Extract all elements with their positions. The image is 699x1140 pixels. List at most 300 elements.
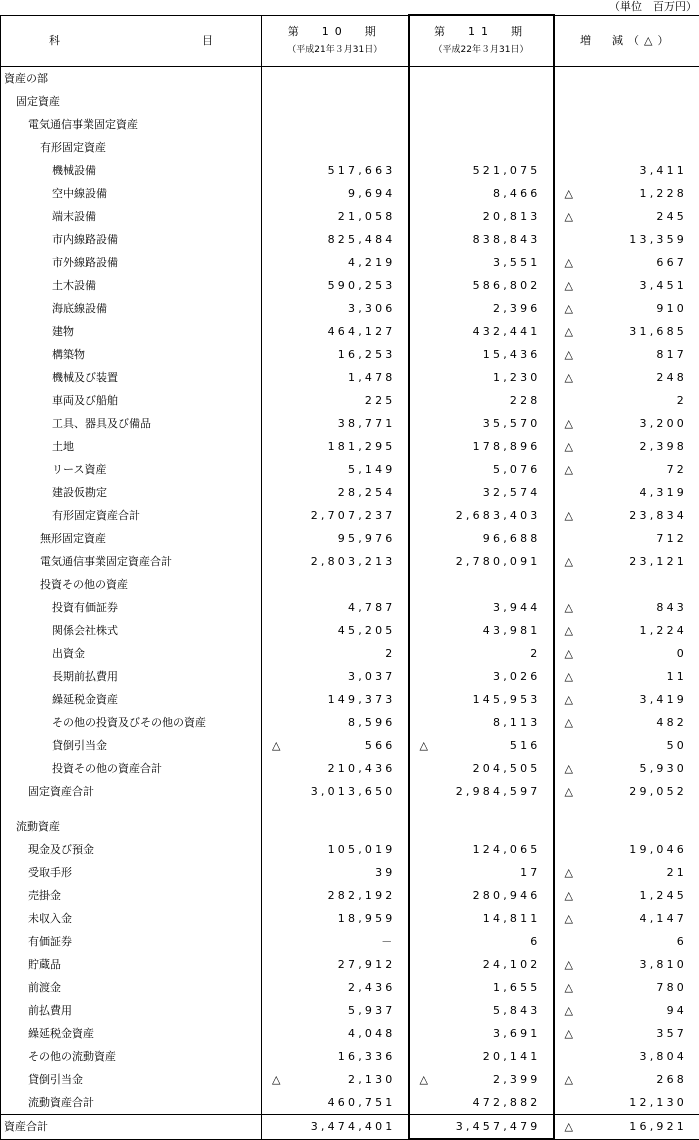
p11-amount bbox=[410, 343, 553, 366]
item-label: 市外線路設備 bbox=[1, 251, 261, 274]
item-cell bbox=[1, 251, 262, 274]
p10-value: 9,694 bbox=[348, 182, 396, 205]
diff-cell bbox=[554, 274, 699, 297]
p11-value: 516 bbox=[510, 734, 541, 757]
spacer-cell bbox=[409, 803, 554, 815]
p11-amount bbox=[410, 734, 553, 757]
p11-amount bbox=[410, 688, 553, 711]
p11-amount bbox=[410, 1068, 553, 1091]
p11-cell bbox=[409, 665, 554, 688]
spacer-row bbox=[1, 803, 699, 815]
table-row bbox=[1, 205, 699, 228]
diff-value: 3,419 bbox=[640, 688, 688, 711]
diff-cell bbox=[554, 1022, 699, 1045]
p11-cell bbox=[409, 504, 554, 527]
p10-cell bbox=[262, 504, 409, 527]
diff-cell bbox=[554, 343, 699, 366]
p11-value: 20,141 bbox=[483, 1045, 541, 1068]
p11-value: 8,466 bbox=[493, 182, 541, 205]
diff-amount bbox=[555, 1045, 699, 1068]
diff-cell bbox=[554, 435, 699, 458]
item-label: 流動資産合計 bbox=[1, 1091, 261, 1114]
header-period11-title: 第 11 期 bbox=[410, 23, 553, 41]
p10-value: 28,254 bbox=[338, 481, 396, 504]
item-label: 投資その他の資産合計 bbox=[1, 757, 261, 780]
diff-amount bbox=[555, 884, 699, 907]
p11-amount bbox=[410, 838, 553, 861]
p11-cell bbox=[409, 435, 554, 458]
diff-cell bbox=[554, 504, 699, 527]
p10-amount bbox=[262, 550, 408, 573]
p10-cell bbox=[262, 838, 409, 861]
item-label: 建物 bbox=[1, 320, 261, 343]
diff-amount bbox=[555, 366, 699, 389]
diff-cell bbox=[554, 711, 699, 734]
item-cell bbox=[1, 320, 262, 343]
p10-amount bbox=[262, 1091, 408, 1114]
negative-mark-icon: △ bbox=[565, 274, 573, 297]
item-cell bbox=[1, 159, 262, 182]
spacer-cell bbox=[262, 803, 409, 815]
p10-cell bbox=[262, 343, 409, 366]
p10-amount bbox=[262, 1022, 408, 1045]
p10-value: 95,976 bbox=[338, 527, 396, 550]
p11-amount bbox=[410, 205, 553, 228]
table-row bbox=[1, 228, 699, 251]
item-label: 工具、器具及び備品 bbox=[1, 412, 261, 435]
p11-value: 8,113 bbox=[493, 711, 541, 734]
diff-amount bbox=[555, 67, 699, 90]
p10-value: 464,127 bbox=[328, 320, 396, 343]
p11-value: 432,441 bbox=[473, 320, 541, 343]
negative-mark-icon: △ bbox=[565, 297, 573, 320]
p11-cell bbox=[409, 550, 554, 573]
item-cell bbox=[1, 90, 262, 113]
p11-cell bbox=[409, 274, 554, 297]
negative-mark-icon: △ bbox=[565, 366, 573, 389]
p11-cell bbox=[409, 67, 554, 91]
item-label: 有形固定資産合計 bbox=[1, 504, 261, 527]
diff-value: 843 bbox=[656, 596, 687, 619]
p11-amount bbox=[410, 999, 553, 1022]
diff-amount bbox=[555, 504, 699, 527]
table-row bbox=[1, 711, 699, 734]
table-row bbox=[1, 458, 699, 481]
diff-value: 1,224 bbox=[640, 619, 688, 642]
item-cell bbox=[1, 1068, 262, 1091]
p11-cell bbox=[409, 182, 554, 205]
diff-cell bbox=[554, 481, 699, 504]
item-cell bbox=[1, 1091, 262, 1115]
p10-amount bbox=[262, 1115, 408, 1138]
header-period10-cell bbox=[262, 15, 409, 67]
table-row bbox=[1, 953, 699, 976]
diff-amount bbox=[555, 159, 699, 182]
p11-amount bbox=[410, 389, 553, 412]
p11-cell bbox=[409, 1068, 554, 1091]
diff-cell bbox=[554, 251, 699, 274]
item-label: 機械及び装置 bbox=[1, 366, 261, 389]
header-period11-cell bbox=[409, 15, 554, 67]
diff-cell bbox=[554, 1091, 699, 1115]
p11-amount bbox=[410, 619, 553, 642]
table-row bbox=[1, 527, 699, 550]
diff-cell bbox=[554, 1115, 699, 1140]
p11-amount bbox=[410, 228, 553, 251]
p10-value: 225 bbox=[365, 389, 396, 412]
p10-value: 460,751 bbox=[328, 1091, 396, 1114]
negative-mark-icon: △ bbox=[272, 734, 280, 757]
p11-amount bbox=[410, 297, 553, 320]
p11-amount bbox=[410, 1045, 553, 1068]
diff-amount bbox=[555, 389, 699, 412]
diff-value: 667 bbox=[656, 251, 687, 274]
negative-mark-icon: △ bbox=[565, 205, 573, 228]
diff-cell bbox=[554, 861, 699, 884]
item-label: 無形固定資産 bbox=[1, 527, 261, 550]
diff-amount bbox=[555, 1115, 699, 1138]
diff-cell bbox=[554, 136, 699, 159]
spacer-cell bbox=[554, 803, 699, 815]
header-diff-cell bbox=[554, 15, 699, 67]
p11-amount bbox=[410, 136, 553, 159]
diff-amount bbox=[555, 550, 699, 573]
item-label: その他の流動資産 bbox=[1, 1045, 261, 1068]
diff-value: 3,810 bbox=[640, 953, 688, 976]
negative-mark-icon: △ bbox=[565, 999, 573, 1022]
diff-value: 4,147 bbox=[640, 907, 688, 930]
diff-amount bbox=[555, 343, 699, 366]
diff-amount bbox=[555, 999, 699, 1022]
diff-value: 1,228 bbox=[640, 182, 688, 205]
p10-amount bbox=[262, 320, 408, 343]
p11-cell bbox=[409, 1022, 554, 1045]
p10-value: 210,436 bbox=[328, 757, 396, 780]
diff-cell bbox=[554, 113, 699, 136]
p10-amount bbox=[262, 136, 408, 159]
table-row bbox=[1, 1045, 699, 1068]
negative-mark-icon: △ bbox=[565, 1068, 573, 1091]
negative-mark-icon: △ bbox=[565, 458, 573, 481]
table-row bbox=[1, 412, 699, 435]
p10-amount bbox=[262, 861, 408, 884]
diff-cell bbox=[554, 458, 699, 481]
item-label: 構築物 bbox=[1, 343, 261, 366]
p10-value: 566 bbox=[365, 734, 396, 757]
table-header-row bbox=[1, 15, 699, 67]
p11-value: 15,436 bbox=[483, 343, 541, 366]
item-cell bbox=[1, 1115, 262, 1140]
p10-value: 39 bbox=[375, 861, 395, 884]
p11-amount bbox=[410, 757, 553, 780]
p11-amount bbox=[410, 527, 553, 550]
p10-cell bbox=[262, 481, 409, 504]
p11-amount bbox=[410, 67, 553, 90]
diff-amount bbox=[555, 274, 699, 297]
item-label: 建設仮勘定 bbox=[1, 481, 261, 504]
diff-cell bbox=[554, 412, 699, 435]
p10-cell bbox=[262, 757, 409, 780]
p10-value: 3,306 bbox=[348, 297, 396, 320]
p10-cell bbox=[262, 366, 409, 389]
p10-value: 5,937 bbox=[348, 999, 396, 1022]
item-label: 電気通信事業固定資産合計 bbox=[1, 550, 261, 573]
table-row bbox=[1, 619, 699, 642]
p11-value: 2,683,403 bbox=[456, 504, 541, 527]
p10-amount bbox=[262, 251, 408, 274]
table-row bbox=[1, 907, 699, 930]
diff-cell bbox=[554, 976, 699, 999]
p10-amount bbox=[262, 504, 408, 527]
p10-cell bbox=[262, 113, 409, 136]
diff-value: 31,685 bbox=[629, 320, 687, 343]
p10-cell bbox=[262, 1068, 409, 1091]
diff-value: 5,930 bbox=[640, 757, 688, 780]
p10-amount bbox=[262, 838, 408, 861]
p10-cell bbox=[262, 999, 409, 1022]
table-row bbox=[1, 435, 699, 458]
p10-cell bbox=[262, 527, 409, 550]
p11-value: 17 bbox=[520, 861, 540, 884]
item-label: 固定資産合計 bbox=[1, 780, 261, 803]
diff-cell bbox=[554, 953, 699, 976]
item-cell bbox=[1, 113, 262, 136]
p10-cell bbox=[262, 688, 409, 711]
p11-cell bbox=[409, 205, 554, 228]
negative-mark-icon: △ bbox=[565, 182, 573, 205]
p11-amount bbox=[410, 780, 553, 803]
diff-amount bbox=[555, 412, 699, 435]
table-row bbox=[1, 182, 699, 205]
negative-mark-icon: △ bbox=[565, 780, 573, 803]
p10-cell bbox=[262, 1091, 409, 1115]
diff-amount bbox=[555, 458, 699, 481]
item-label: 受取手形 bbox=[1, 861, 261, 884]
p11-value: 204,505 bbox=[473, 757, 541, 780]
p10-cell bbox=[262, 297, 409, 320]
p11-value: 3,944 bbox=[493, 596, 541, 619]
p11-value: 3,551 bbox=[493, 251, 541, 274]
table-row bbox=[1, 274, 699, 297]
p10-amount bbox=[262, 435, 408, 458]
diff-cell bbox=[554, 205, 699, 228]
item-label: 長期前払費用 bbox=[1, 665, 261, 688]
diff-value: 11 bbox=[667, 665, 687, 688]
item-cell bbox=[1, 780, 262, 803]
item-cell bbox=[1, 596, 262, 619]
diff-value: 1,245 bbox=[640, 884, 688, 907]
table-row bbox=[1, 1068, 699, 1091]
p11-value: 43,981 bbox=[483, 619, 541, 642]
p11-cell bbox=[409, 251, 554, 274]
negative-mark-icon: △ bbox=[565, 884, 573, 907]
table-row bbox=[1, 688, 699, 711]
p10-cell bbox=[262, 815, 409, 838]
p11-amount bbox=[410, 1115, 553, 1138]
p10-value: 27,912 bbox=[338, 953, 396, 976]
p10-amount bbox=[262, 481, 408, 504]
p11-amount bbox=[410, 907, 553, 930]
p10-cell bbox=[262, 884, 409, 907]
item-cell bbox=[1, 481, 262, 504]
item-cell bbox=[1, 999, 262, 1022]
diff-cell bbox=[554, 815, 699, 838]
diff-cell bbox=[554, 930, 699, 953]
item-label: 市内線路設備 bbox=[1, 228, 261, 251]
p11-cell bbox=[409, 930, 554, 953]
p11-amount bbox=[410, 976, 553, 999]
p10-value: 3,037 bbox=[348, 665, 396, 688]
p11-value: 2 bbox=[530, 642, 540, 665]
header-item-label-right: 目 bbox=[202, 29, 213, 52]
p11-cell bbox=[409, 838, 554, 861]
p10-amount bbox=[262, 953, 408, 976]
table-row bbox=[1, 861, 699, 884]
p11-amount bbox=[410, 90, 553, 113]
diff-amount bbox=[555, 1022, 699, 1045]
p11-value: 3,691 bbox=[493, 1022, 541, 1045]
item-cell bbox=[1, 458, 262, 481]
p11-cell bbox=[409, 458, 554, 481]
diff-cell bbox=[554, 297, 699, 320]
p10-cell bbox=[262, 1115, 409, 1140]
table-row bbox=[1, 757, 699, 780]
p10-value: 2,130 bbox=[348, 1068, 396, 1091]
p10-value: 21,058 bbox=[338, 205, 396, 228]
item-cell bbox=[1, 389, 262, 412]
p11-cell bbox=[409, 481, 554, 504]
p10-amount bbox=[262, 815, 408, 838]
p11-amount bbox=[410, 665, 553, 688]
negative-mark-icon: △ bbox=[565, 976, 573, 999]
item-cell bbox=[1, 665, 262, 688]
p10-value: 2,436 bbox=[348, 976, 396, 999]
p11-cell bbox=[409, 734, 554, 757]
p10-amount bbox=[262, 734, 408, 757]
diff-value: 50 bbox=[667, 734, 687, 757]
p10-cell bbox=[262, 320, 409, 343]
p10-amount bbox=[262, 642, 408, 665]
table-row bbox=[1, 481, 699, 504]
item-label: 貯蔵品 bbox=[1, 953, 261, 976]
p11-value: 2,396 bbox=[493, 297, 541, 320]
item-cell bbox=[1, 504, 262, 527]
unit-note: （単位 百万円） bbox=[609, 0, 697, 14]
item-label: 貸倒引当金 bbox=[1, 1068, 261, 1091]
p10-value: 4,787 bbox=[348, 596, 396, 619]
p11-amount bbox=[410, 320, 553, 343]
p10-cell bbox=[262, 976, 409, 999]
p11-value: 14,811 bbox=[483, 907, 541, 930]
item-label: 土地 bbox=[1, 435, 261, 458]
p10-amount bbox=[262, 596, 408, 619]
negative-mark-icon: △ bbox=[565, 435, 573, 458]
p10-cell bbox=[262, 711, 409, 734]
diff-cell bbox=[554, 665, 699, 688]
p11-amount bbox=[410, 1091, 553, 1114]
p11-value: 24,102 bbox=[483, 953, 541, 976]
negative-mark-icon: △ bbox=[565, 412, 573, 435]
p11-cell bbox=[409, 596, 554, 619]
table-row bbox=[1, 999, 699, 1022]
p10-amount bbox=[262, 1068, 408, 1091]
p10-cell bbox=[262, 458, 409, 481]
header-item-cell bbox=[1, 15, 262, 67]
diff-amount bbox=[555, 711, 699, 734]
p11-cell bbox=[409, 688, 554, 711]
item-cell bbox=[1, 435, 262, 458]
table-row bbox=[1, 504, 699, 527]
negative-mark-icon: △ bbox=[565, 861, 573, 884]
p10-value: 517,663 bbox=[328, 159, 396, 182]
p11-amount bbox=[410, 711, 553, 734]
p10-amount bbox=[262, 205, 408, 228]
p11-cell bbox=[409, 389, 554, 412]
item-label: 前払費用 bbox=[1, 999, 261, 1022]
p11-cell bbox=[409, 907, 554, 930]
negative-mark-icon: △ bbox=[565, 596, 573, 619]
diff-cell bbox=[554, 550, 699, 573]
diff-value: 910 bbox=[656, 297, 687, 320]
diff-amount bbox=[555, 113, 699, 136]
table-row bbox=[1, 976, 699, 999]
diff-cell bbox=[554, 159, 699, 182]
item-label: 有形固定資産 bbox=[1, 136, 261, 159]
p10-value: 18,959 bbox=[338, 907, 396, 930]
p11-cell bbox=[409, 619, 554, 642]
table-row bbox=[1, 1091, 699, 1115]
diff-cell bbox=[554, 182, 699, 205]
p11-cell bbox=[409, 366, 554, 389]
diff-cell bbox=[554, 1045, 699, 1068]
diff-value: 23,834 bbox=[629, 504, 687, 527]
negative-mark-icon: △ bbox=[565, 757, 573, 780]
diff-cell bbox=[554, 757, 699, 780]
table-row bbox=[1, 596, 699, 619]
p10-amount bbox=[262, 665, 408, 688]
diff-amount bbox=[555, 182, 699, 205]
p11-amount bbox=[410, 159, 553, 182]
header-period10-date: （平成21年３月31日） bbox=[262, 41, 408, 59]
p10-value: 4,048 bbox=[348, 1022, 396, 1045]
diff-amount bbox=[555, 205, 699, 228]
p10-amount bbox=[262, 527, 408, 550]
diff-amount bbox=[555, 619, 699, 642]
diff-amount bbox=[555, 930, 699, 953]
p10-amount bbox=[262, 67, 408, 90]
diff-cell bbox=[554, 734, 699, 757]
table-row bbox=[1, 734, 699, 757]
p10-cell bbox=[262, 861, 409, 884]
diff-value: 2 bbox=[677, 389, 687, 412]
diff-value: 0 bbox=[677, 642, 687, 665]
p11-value: 145,953 bbox=[473, 688, 541, 711]
p10-cell bbox=[262, 136, 409, 159]
item-cell bbox=[1, 182, 262, 205]
p10-cell bbox=[262, 907, 409, 930]
item-label: 有価証券 bbox=[1, 930, 261, 953]
diff-value: 29,052 bbox=[629, 780, 687, 803]
negative-mark-icon: △ bbox=[565, 711, 573, 734]
table-row bbox=[1, 113, 699, 136]
negative-mark-icon: △ bbox=[565, 642, 573, 665]
p11-value: 2,780,091 bbox=[456, 550, 541, 573]
diff-amount bbox=[555, 907, 699, 930]
p11-amount bbox=[410, 1022, 553, 1045]
p11-value: 5,843 bbox=[493, 999, 541, 1022]
p10-value: 2 bbox=[385, 642, 395, 665]
diff-cell bbox=[554, 573, 699, 596]
